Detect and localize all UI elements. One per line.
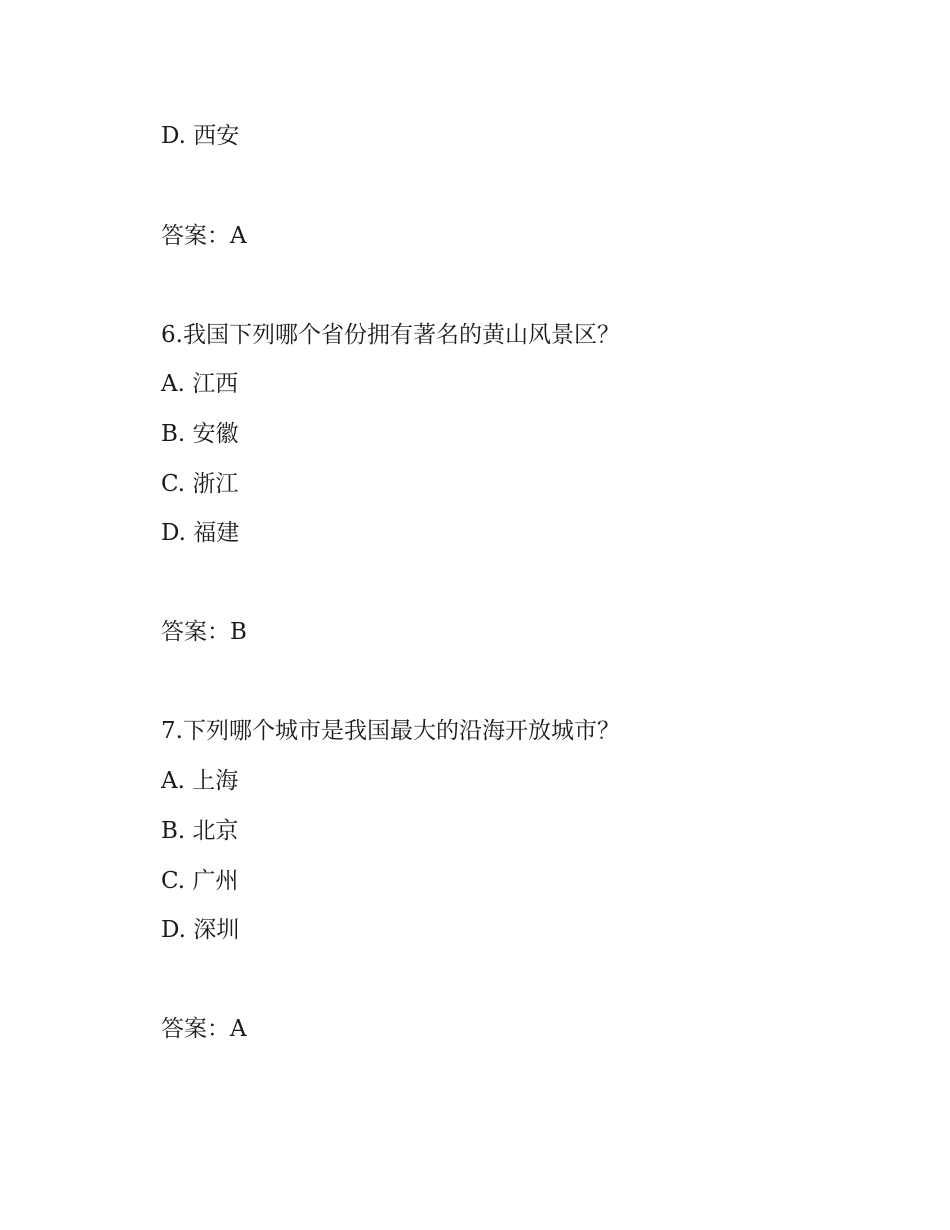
q6-option-d: D. 福建 xyxy=(161,520,240,546)
question-7: 7.下列哪个城市是我国最大的沿海开放城市？ xyxy=(161,718,620,744)
q7-option-c: C. 广州 xyxy=(161,868,239,894)
question-6: 6.我国下列哪个省份拥有著名的黄山风景区？ xyxy=(161,322,620,348)
q6-option-c: C. 浙江 xyxy=(161,471,239,497)
q7-option-a: A. 上海 xyxy=(161,768,239,794)
q7-option-d: D. 深圳 xyxy=(161,917,240,943)
option-d-prev: D. 西安 xyxy=(161,123,240,149)
q7-option-b: B. 北京 xyxy=(161,818,239,844)
q6-option-a: A. 江西 xyxy=(161,371,239,397)
q6-option-b: B. 安徽 xyxy=(161,421,239,447)
q6-answer: 答案：B xyxy=(161,619,247,645)
answer-prev: 答案：A xyxy=(161,223,247,249)
q7-answer: 答案：A xyxy=(161,1016,247,1042)
